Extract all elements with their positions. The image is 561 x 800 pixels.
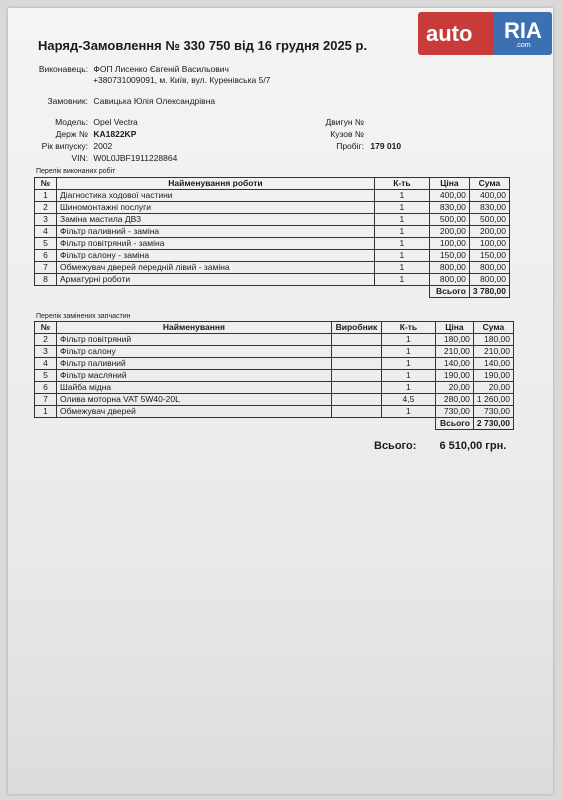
parts-col-name: Найменування <box>57 322 332 334</box>
row-number: 4 <box>35 358 57 370</box>
works-col-sum: Сума <box>469 178 509 190</box>
row-number: 6 <box>35 382 57 394</box>
table-row <box>35 202 510 214</box>
row-qty: 1 <box>374 250 429 262</box>
row-qty: 1 <box>381 346 435 358</box>
row-price: 140,00 <box>435 358 473 370</box>
row-qty: 1 <box>374 226 429 238</box>
row-name: Шиномонтажні послуги <box>57 202 375 214</box>
row-price: 100,00 <box>429 238 469 250</box>
row-qty: 1 <box>374 214 429 226</box>
row-name: Олива моторна VAT 5W40-20L <box>57 394 332 406</box>
model-label: Модель: <box>55 117 88 127</box>
logo-ria-text: RIA <box>504 18 542 43</box>
row-name: Обмежувач дверей <box>57 406 332 418</box>
logo-auto-text: auto <box>426 20 473 46</box>
table-row <box>35 226 510 238</box>
row-number: 3 <box>35 346 57 358</box>
parts-col-qty: К-ть <box>381 322 435 334</box>
model-value: Opel Vectra <box>93 117 138 127</box>
works-header-row <box>35 178 510 190</box>
autoria-logo <box>418 12 552 55</box>
works-total-value: 3 780,00 <box>469 286 509 298</box>
row-price: 200,00 <box>429 226 469 238</box>
row-price: 280,00 <box>435 394 473 406</box>
row-qty: 1 <box>381 334 435 346</box>
row-sum: 210,00 <box>473 346 513 358</box>
parts-col-price: Ціна <box>435 322 473 334</box>
row-price: 210,00 <box>435 346 473 358</box>
table-row <box>35 262 510 274</box>
row-qty: 1 <box>381 370 435 382</box>
works-table <box>34 177 510 298</box>
row-number: 5 <box>35 370 57 382</box>
plate-value: KA1822KP <box>93 129 137 139</box>
row-sum: 180,00 <box>473 334 513 346</box>
model-line <box>38 117 138 127</box>
parts-table <box>34 321 514 430</box>
row-manufacturer <box>331 406 381 418</box>
contractor-name: ФОП Лисенко Євгеній Васильович <box>93 64 229 74</box>
parts-total-row <box>35 418 514 430</box>
table-row <box>35 190 510 202</box>
row-name: Фільтр повітряний <box>57 334 332 346</box>
row-name: Фільтр салону <box>57 346 332 358</box>
row-price: 500,00 <box>429 214 469 226</box>
row-sum: 190,00 <box>473 370 513 382</box>
plate-line <box>38 129 136 139</box>
row-qty: 1 <box>381 358 435 370</box>
row-sum: 730,00 <box>473 406 513 418</box>
row-number: 7 <box>35 394 57 406</box>
row-manufacturer <box>331 358 381 370</box>
row-name: Шайба мідна <box>57 382 332 394</box>
works-col-qty: К-ть <box>374 178 429 190</box>
mileage-label: Пробіг: <box>336 141 364 151</box>
row-sum: 140,00 <box>473 358 513 370</box>
row-name: Фільтр повітряний - заміна <box>57 238 375 250</box>
works-col-number: № <box>35 178 57 190</box>
parts-col-sum: Сума <box>473 322 513 334</box>
row-number: 1 <box>35 190 57 202</box>
row-number: 2 <box>35 202 57 214</box>
row-name: Арматурні роботи <box>57 274 375 286</box>
parts-col-number: № <box>35 322 57 334</box>
row-price: 20,00 <box>435 382 473 394</box>
row-number: 1 <box>35 406 57 418</box>
row-price: 190,00 <box>435 370 473 382</box>
body-line <box>300 129 364 139</box>
parts-total-value: 2 730,00 <box>473 418 513 430</box>
works-col-price: Ціна <box>429 178 469 190</box>
row-sum: 800,00 <box>469 274 509 286</box>
row-manufacturer <box>331 370 381 382</box>
engine-line <box>300 117 364 127</box>
row-number: 6 <box>35 250 57 262</box>
logo-ria-block <box>494 12 552 55</box>
row-name: Діагностика ходової частини <box>57 190 375 202</box>
table-row <box>35 382 514 394</box>
year-line <box>38 141 112 151</box>
row-price: 180,00 <box>435 334 473 346</box>
parts-caption: Перелік замінених запчастин <box>36 313 131 320</box>
year-label: Рік випуску: <box>41 141 88 151</box>
table-row <box>35 250 510 262</box>
row-name: Фільтр паливний - заміна <box>57 226 375 238</box>
row-price: 730,00 <box>435 406 473 418</box>
contractor-line <box>38 64 229 74</box>
table-row <box>35 214 510 226</box>
row-sum: 800,00 <box>469 262 509 274</box>
row-name: Фільтр масляний <box>57 370 332 382</box>
row-qty: 4,5 <box>381 394 435 406</box>
row-name: Обмежувач дверей передній лівий - заміна <box>57 262 375 274</box>
row-number: 4 <box>35 226 57 238</box>
row-sum: 150,00 <box>469 250 509 262</box>
row-manufacturer <box>331 346 381 358</box>
table-row <box>35 394 514 406</box>
page-title: Наряд-Замовлення № 330 750 від 16 грудня 2025 р. <box>38 38 368 53</box>
table-row <box>35 334 514 346</box>
contractor-label: Виконавець: <box>38 64 88 74</box>
row-qty: 1 <box>374 238 429 250</box>
parts-header-row <box>35 322 514 334</box>
vin-label: VIN: <box>71 153 88 163</box>
row-number: 7 <box>35 262 57 274</box>
row-manufacturer <box>331 394 381 406</box>
row-sum: 200,00 <box>469 226 509 238</box>
row-price: 830,00 <box>429 202 469 214</box>
plate-label: Держ № <box>55 129 88 139</box>
year-value: 2002 <box>93 141 113 151</box>
works-col-name: Найменування роботи <box>57 178 375 190</box>
grand-total-label: Всього: <box>374 440 417 452</box>
parts-col-manufacturer: Виробник <box>331 322 381 334</box>
contractor-details: +380731009091, м. Київ, вул. Куренівська 5/7 <box>93 75 271 85</box>
row-number: 5 <box>35 238 57 250</box>
row-number: 8 <box>35 274 57 286</box>
customer-label: Замовник: <box>47 96 88 106</box>
row-sum: 20,00 <box>473 382 513 394</box>
row-name: Фільтр паливний <box>57 358 332 370</box>
table-row <box>35 406 514 418</box>
parts-total-label: Всього <box>435 418 473 430</box>
table-row <box>35 358 514 370</box>
row-qty: 1 <box>374 190 429 202</box>
works-total-label: Всього <box>429 286 469 298</box>
row-sum: 400,00 <box>469 190 509 202</box>
row-price: 800,00 <box>429 274 469 286</box>
row-manufacturer <box>331 334 381 346</box>
body-label: Кузов № <box>330 129 364 139</box>
row-qty: 1 <box>374 262 429 274</box>
engine-label: Двигун № <box>325 117 364 127</box>
vin-value: W0L0JBF1911228864 <box>93 153 178 163</box>
row-price: 400,00 <box>429 190 469 202</box>
customer-name: Савицька Юлія Олександрівна <box>93 96 216 106</box>
row-price: 800,00 <box>429 262 469 274</box>
row-name: Заміна мастила ДВЗ <box>57 214 375 226</box>
grand-total-value: 6 510,00 грн. <box>439 440 507 452</box>
grand-total <box>374 440 506 452</box>
logo-ria-small: .com <box>515 42 531 49</box>
table-row <box>35 238 510 250</box>
row-sum: 1 260,00 <box>473 394 513 406</box>
row-number: 2 <box>35 334 57 346</box>
works-total-row <box>35 286 510 298</box>
row-qty: 1 <box>374 274 429 286</box>
row-qty: 1 <box>374 202 429 214</box>
customer-line <box>38 96 215 106</box>
mileage-line <box>300 141 401 151</box>
works-caption: Перелік виконаних робіт <box>36 168 116 175</box>
row-price: 150,00 <box>429 250 469 262</box>
row-qty: 1 <box>381 382 435 394</box>
vin-line <box>38 153 177 163</box>
table-row <box>35 274 510 286</box>
row-sum: 500,00 <box>469 214 509 226</box>
row-manufacturer <box>331 382 381 394</box>
row-name: Фільтр салону - заміна <box>57 250 375 262</box>
row-sum: 830,00 <box>469 202 509 214</box>
mileage-value: 179 010 <box>370 141 402 151</box>
table-row <box>35 370 514 382</box>
row-number: 3 <box>35 214 57 226</box>
row-sum: 100,00 <box>469 238 509 250</box>
table-row <box>35 346 514 358</box>
row-qty: 1 <box>381 406 435 418</box>
